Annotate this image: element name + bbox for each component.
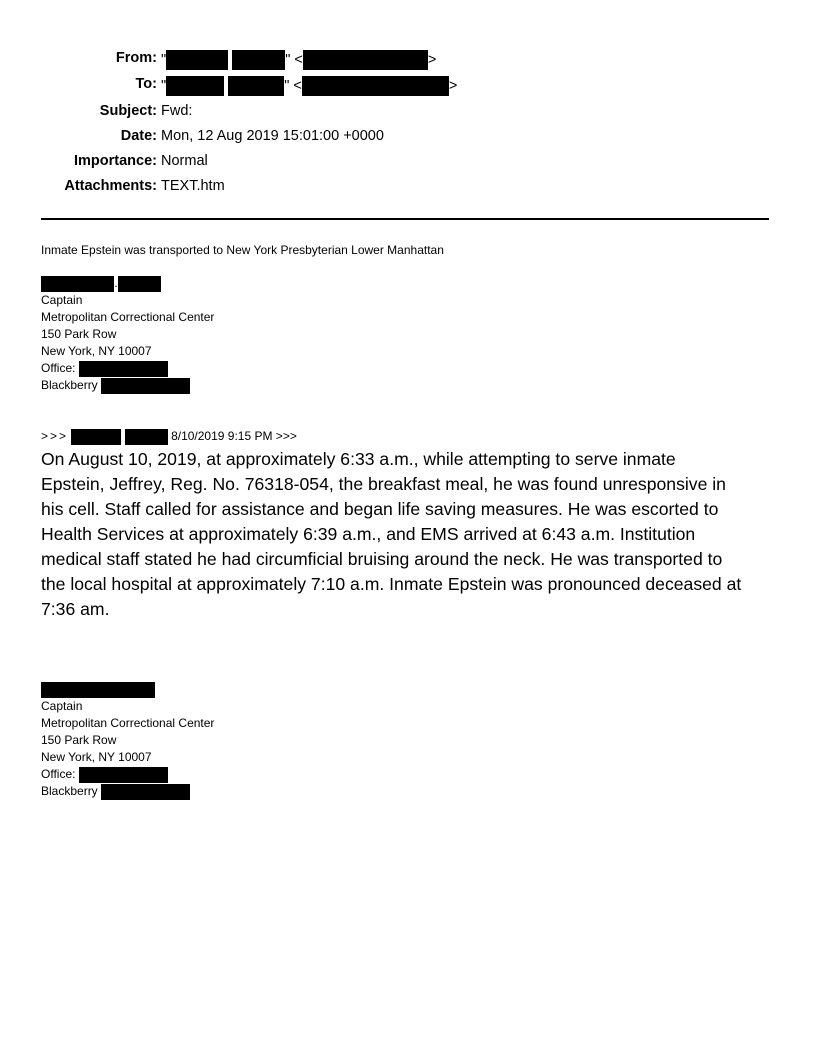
forward-date: 8/10/2019 9:15 PM >>> — [171, 429, 297, 443]
bracket: > — [427, 51, 437, 68]
attachment-link[interactable]: TEXT.htm — [161, 178, 225, 194]
signature-name — [41, 681, 741, 698]
signature-1 — [41, 275, 741, 394]
redaction — [101, 784, 190, 800]
body-line: medical staff stated he had circumficial bruising around the neck. He was transported to — [41, 549, 723, 569]
signature-street: 150 Park Row — [41, 733, 117, 747]
to-label: To: — [135, 76, 157, 92]
office-label: Office: — [41, 361, 76, 375]
bracket: " < — [284, 77, 302, 94]
redaction — [228, 76, 284, 96]
redaction — [125, 429, 168, 445]
message-body — [41, 447, 781, 622]
to-value — [161, 76, 457, 96]
name-separator: . — [114, 276, 118, 290]
blackberry-label: Blackberry — [41, 784, 98, 798]
signature-title: Captain — [41, 699, 83, 713]
signature-title: Captain — [41, 293, 83, 307]
forward-line — [41, 428, 741, 445]
importance-row — [0, 153, 760, 175]
redaction — [303, 50, 428, 70]
forward-prefix: >>> — [41, 429, 69, 443]
signature-org: Metropolitan Correctional Center — [41, 716, 215, 730]
intro-text: Inmate Epstein was transported to New York Presbyterian Lower Manhattan — [41, 243, 444, 257]
body-line: his cell. Staff called for assistance and began life saving measures. He was escorted to — [41, 499, 719, 519]
blackberry-label: Blackberry — [41, 378, 98, 392]
from-value — [161, 50, 436, 70]
importance-label: Importance: — [74, 153, 157, 169]
from-row — [0, 50, 760, 72]
signature-blackberry — [41, 783, 741, 800]
body-line: the local hospital at approximately 7:10 a.m. Inmate Epstein was pronounced deceased at — [41, 574, 742, 594]
redaction — [79, 767, 168, 783]
redaction — [41, 276, 107, 292]
signature-city: New York, NY 10007 — [41, 750, 152, 764]
date-row — [0, 128, 760, 150]
redaction — [166, 50, 228, 70]
from-label: From: — [115, 50, 157, 66]
bracket: " < — [285, 51, 303, 68]
attachments-label: Attachments: — [64, 178, 157, 194]
body-line: Health Services at approximately 6:39 a.m., and EMS arrived at 6:43 a.m. Institution — [41, 524, 696, 544]
subject-row — [0, 103, 760, 125]
signature-office — [41, 766, 741, 783]
office-label: Office: — [41, 767, 76, 781]
signature-org: Metropolitan Correctional Center — [41, 310, 215, 324]
redaction — [118, 276, 161, 292]
signature-name — [41, 275, 741, 292]
signature-street: 150 Park Row — [41, 327, 117, 341]
redaction — [79, 361, 168, 377]
redaction — [41, 682, 155, 698]
date-label: Date: — [120, 128, 157, 144]
date-value: Mon, 12 Aug 2019 15:01:00 +0000 — [161, 128, 384, 144]
redaction — [166, 76, 224, 96]
bracket: > — [448, 77, 458, 94]
body-line: On August 10, 2019, at approximately 6:33 a.m., while attempting to serve inmate — [41, 449, 676, 469]
quote: " — [161, 77, 167, 94]
attachments-row — [0, 178, 760, 200]
subject-value: Fwd: — [161, 103, 193, 119]
redaction — [71, 429, 121, 445]
redaction — [101, 378, 190, 394]
signature-office — [41, 360, 741, 377]
body-line: 7:36 am. — [41, 599, 110, 619]
body-line: Epstein, Jeffrey, Reg. No. 76318-054, the breakfast meal, he was found unresponsive in — [41, 474, 726, 494]
redaction — [232, 50, 285, 70]
importance-value: Normal — [161, 153, 208, 169]
signature-blackberry — [41, 377, 741, 394]
signature-2 — [41, 681, 741, 800]
subject-label: Subject: — [99, 103, 157, 119]
header-divider — [41, 218, 769, 220]
to-row — [0, 76, 760, 98]
quote: " — [161, 51, 167, 68]
redaction — [302, 76, 449, 96]
signature-city: New York, NY 10007 — [41, 344, 152, 358]
